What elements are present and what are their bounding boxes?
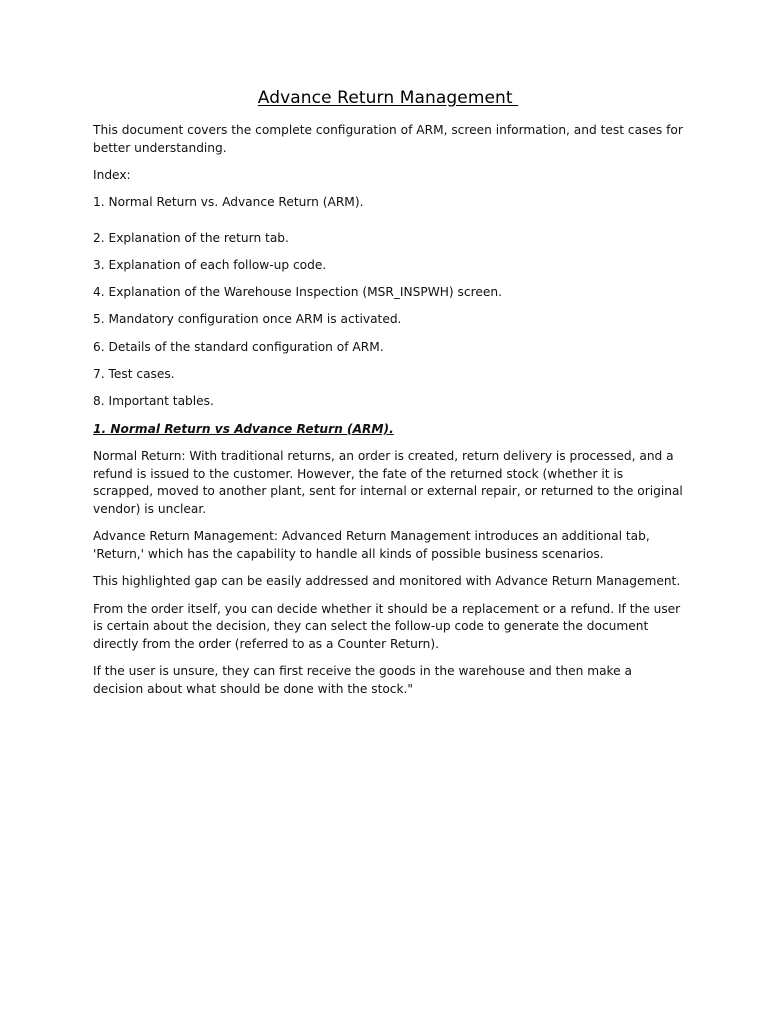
section-heading: 1. Normal Return vs Advance Return (ARM).	[93, 421, 394, 436]
index-item: 2. Explanation of the return tab.	[93, 230, 289, 245]
document-content	[93, 88, 683, 708]
body-paragraph: This highlighted gap can be easily addressed and monitored with Advance Return Management.	[93, 574, 681, 589]
index-label: Index:	[93, 168, 131, 182]
index-item: 7. Test cases.	[93, 366, 175, 381]
index-item: 5. Mandatory configuration once ARM is activated.	[93, 312, 402, 327]
index-item: 8. Important tables.	[93, 394, 214, 409]
body-paragraph: From the order itself, you can decide whether it should be a replacement or a refund. If the user is certain about the decision, they can select the follow-up code to generate the document directly from the order (referred to as a Counter Return).	[93, 601, 681, 651]
body-paragraph: Normal Return: With traditional returns, an order is created, return delivery is processed, and a refund is issued to the customer. However, the fate of the returned stock (whether it is scrapped, moved to another plant, sent for internal or external repair, or returned to the original vendor) is unclear.	[93, 448, 683, 516]
index-item: 4. Explanation of the Warehouse Inspection (MSR_INSPWH) screen.	[93, 285, 502, 300]
index-item: 1. Normal Return vs. Advance Return (ARM).	[93, 195, 364, 210]
body-paragraph: If the user is unsure, they can first receive the goods in the warehouse and then make a decision about what should be done with the stock."	[93, 664, 633, 696]
index-item: 3. Explanation of each follow-up code.	[93, 257, 327, 272]
intro-paragraph: This document covers the complete configuration of ARM, screen information, and test cases for better understanding.	[93, 123, 683, 155]
document-title: Advance Return Management	[257, 88, 519, 108]
body-paragraph: Advance Return Management: Advanced Return Management introduces an additional tab, 'Return,' which has the capability to handle all kinds of possible business scenarios.	[93, 529, 650, 561]
index-item: 6. Details of the standard configuration of ARM.	[93, 339, 384, 354]
